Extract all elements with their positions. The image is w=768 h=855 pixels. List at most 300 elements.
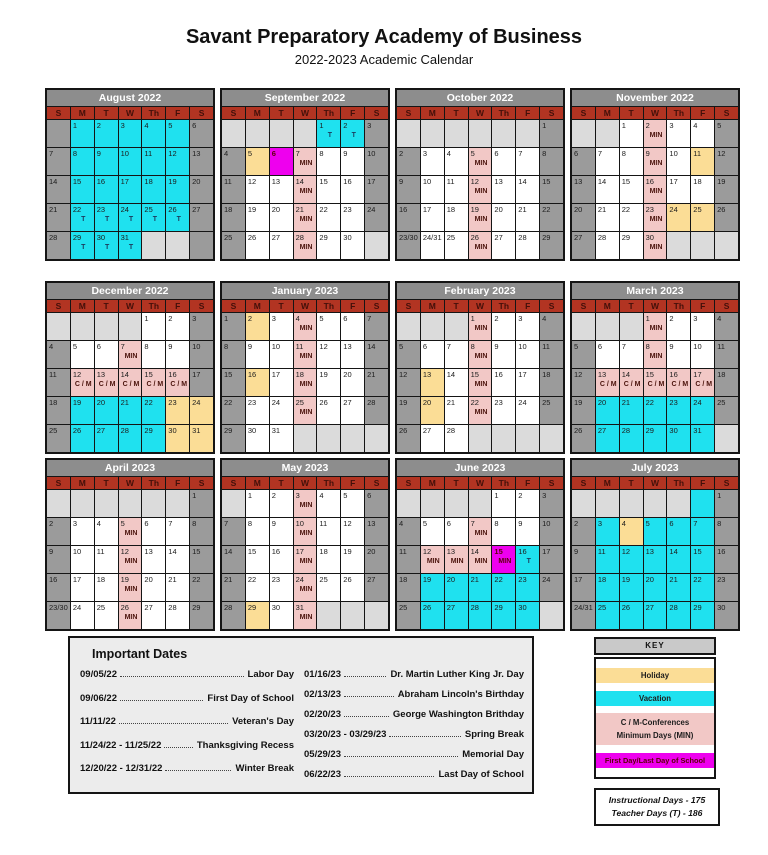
day-cell	[222, 518, 245, 545]
day-cell	[294, 204, 317, 231]
day-cell	[47, 397, 70, 424]
day-number: 31	[295, 603, 304, 612]
day-number: 2	[669, 314, 674, 323]
day-number: 20	[367, 547, 376, 556]
day-cell	[469, 397, 492, 424]
day-cell	[691, 397, 714, 424]
month-title: February 2023	[397, 283, 563, 300]
day-number: 4	[319, 491, 324, 500]
day-cell	[516, 602, 539, 629]
day-tag: MIN	[649, 353, 663, 360]
day-cell	[572, 148, 595, 175]
day-cell	[421, 490, 444, 517]
day-number: 15	[144, 370, 153, 379]
day-number: 8	[717, 519, 722, 528]
day-cell	[620, 120, 643, 147]
day-number: 21	[49, 205, 58, 214]
day-number: 3	[120, 121, 125, 130]
day-number: 27	[96, 426, 106, 435]
day-cell	[270, 397, 293, 424]
day-number: 8	[645, 342, 650, 351]
day-number: 22	[224, 398, 233, 407]
day-cell	[142, 120, 165, 147]
weekday-header: T	[95, 300, 118, 312]
day-number: 9	[574, 547, 579, 556]
day-number: 10	[295, 519, 304, 528]
day-number: 8	[224, 342, 229, 351]
day-number: 5	[343, 491, 348, 500]
day-cell	[317, 574, 340, 601]
day-number: 6	[494, 149, 499, 158]
day-number: 5	[399, 342, 404, 351]
day-cell	[270, 546, 293, 573]
day-cell	[71, 425, 94, 452]
day-number: 28	[597, 233, 607, 242]
day-cell	[397, 313, 420, 340]
day-number: 29	[494, 603, 503, 612]
instructional-days-count: Instructional Days - 175	[608, 795, 706, 805]
day-number: 27	[645, 603, 654, 612]
day-tag: T	[152, 216, 157, 223]
day-number: 26	[72, 426, 82, 435]
day-tag: MIN	[474, 558, 488, 565]
day-cell	[572, 518, 595, 545]
dotted-leader	[165, 770, 231, 771]
day-number: 24	[669, 205, 678, 214]
day-cell	[341, 490, 364, 517]
day-cell	[469, 176, 492, 203]
day-number: 30	[645, 233, 654, 242]
day-number: 2	[574, 519, 579, 528]
weekday-header: W	[294, 300, 317, 312]
day-cell	[445, 490, 468, 517]
day-cell	[119, 397, 142, 424]
day-cell	[691, 518, 714, 545]
dotted-leader	[344, 756, 458, 757]
day-number: 22	[144, 398, 153, 407]
day-number: 21	[367, 370, 376, 379]
day-number: 13	[271, 177, 281, 186]
day-cell	[95, 425, 118, 452]
day-number: 25	[144, 205, 153, 214]
day-cell	[540, 341, 563, 368]
day-cell	[715, 546, 738, 573]
day-number: 13	[367, 519, 376, 528]
weekday-header: S	[47, 300, 70, 312]
day-cell	[469, 148, 492, 175]
day-cell	[421, 204, 444, 231]
day-number: 17	[669, 177, 678, 186]
day-cell	[317, 546, 340, 573]
day-tag: T	[526, 558, 531, 565]
day-tag: T	[104, 244, 110, 251]
day-number: 19	[574, 398, 583, 407]
day-number: 20	[192, 177, 201, 186]
day-cell	[246, 574, 269, 601]
day-number: 16	[343, 177, 352, 186]
day-number: 3	[693, 314, 698, 323]
day-number: 3	[518, 314, 523, 323]
day-number: 14	[120, 370, 129, 379]
day-number: 18	[144, 177, 153, 186]
weekday-header: T	[445, 107, 468, 119]
day-cell	[166, 176, 189, 203]
day-tag: MIN	[474, 188, 488, 195]
day-number: 27	[446, 603, 456, 612]
day-cell	[365, 232, 388, 259]
day-tag: MIN	[124, 530, 138, 537]
day-number: 28	[518, 233, 527, 242]
day-number: 22	[192, 575, 201, 584]
page-subtitle: 2022-2023 Academic Calendar	[294, 52, 474, 67]
day-number: 18	[96, 575, 106, 584]
day-cell	[142, 369, 165, 396]
important-date-value: 09/05/22	[80, 669, 117, 680]
day-number: 11	[597, 547, 606, 556]
day-cell	[71, 490, 94, 517]
day-tag: MIN	[474, 530, 488, 537]
day-number: 25	[542, 398, 551, 407]
day-cell	[95, 490, 118, 517]
dotted-leader	[344, 676, 386, 677]
day-cell	[492, 546, 515, 573]
day-number: 2	[399, 149, 404, 158]
day-number: 2	[168, 314, 173, 323]
day-number: 10	[693, 342, 702, 351]
day-cell	[691, 232, 714, 259]
day-number: 6	[343, 314, 348, 323]
day-number: 23	[518, 575, 527, 584]
day-number: 16	[49, 575, 58, 584]
important-date-value: 11/24/22 - 11/25/22	[80, 739, 162, 751]
day-cell	[445, 313, 468, 340]
day-cell	[572, 369, 595, 396]
weekday-header: T	[620, 107, 643, 119]
day-cell	[620, 546, 643, 573]
day-cell	[469, 120, 492, 147]
weekday-header: M	[71, 300, 94, 312]
day-cell	[691, 602, 714, 629]
weekday-header: S	[572, 300, 595, 312]
month-calendar	[45, 281, 215, 454]
weekday-header: Th	[317, 477, 340, 489]
day-cell	[572, 425, 595, 452]
day-cell	[190, 176, 213, 203]
important-date-label: Memorial Day	[462, 749, 524, 760]
day-number: 24/31	[422, 233, 442, 242]
day-cell	[246, 204, 269, 231]
page-title: Savant Preparatory Academy of Business	[185, 26, 583, 48]
day-number: 16	[645, 177, 654, 186]
day-cell	[397, 425, 420, 452]
day-cell	[294, 602, 317, 629]
weekday-header: W	[294, 477, 317, 489]
day-number: 6	[422, 342, 428, 351]
weekday-header: Th	[492, 300, 515, 312]
day-tag: C / M	[98, 381, 116, 388]
day-cell	[190, 518, 213, 545]
month-title: March 2023	[572, 283, 738, 300]
day-cell	[95, 397, 118, 424]
day-cell	[715, 120, 738, 147]
day-cell	[691, 204, 714, 231]
day-number: 14	[168, 547, 177, 556]
day-cell	[142, 574, 165, 601]
day-number: 9	[247, 342, 253, 351]
weekday-header: M	[421, 107, 444, 119]
day-number: 10	[120, 149, 129, 158]
day-number: 6	[669, 519, 674, 528]
day-number: 9	[271, 519, 276, 528]
day-cell	[222, 574, 245, 601]
weekday-header: S	[715, 107, 738, 119]
day-tag: T	[128, 244, 134, 251]
important-date-value: 09/06/22	[80, 692, 117, 704]
day-cell	[71, 120, 94, 147]
day-cell	[421, 176, 444, 203]
day-cell	[572, 602, 595, 629]
day-cell	[572, 120, 595, 147]
day-number: 14	[295, 177, 304, 186]
day-cell	[596, 148, 619, 175]
day-cell	[596, 120, 619, 147]
day-cell	[469, 369, 492, 396]
day-cell	[620, 490, 643, 517]
day-cell	[270, 574, 293, 601]
month-grid	[397, 300, 563, 452]
day-cell	[222, 313, 245, 340]
day-tag: MIN	[299, 586, 313, 593]
day-cell	[119, 602, 142, 629]
day-cell	[317, 341, 340, 368]
day-cell	[71, 369, 94, 396]
day-number: 5	[645, 519, 650, 528]
day-number: 23/30	[49, 603, 68, 612]
key-header	[594, 637, 716, 655]
day-cell	[620, 148, 643, 175]
weekday-header: F	[691, 107, 714, 119]
day-cell	[294, 369, 317, 396]
important-date-value: 02/20/23	[304, 709, 341, 720]
day-number: 19	[168, 177, 177, 186]
day-cell	[572, 313, 595, 340]
day-cell	[190, 148, 213, 175]
day-number: 29	[621, 233, 631, 242]
day-number: 27	[494, 233, 503, 242]
day-cell	[715, 369, 738, 396]
day-cell	[47, 204, 70, 231]
day-cell	[572, 546, 595, 573]
day-cell	[397, 369, 420, 396]
day-number: 17	[693, 370, 702, 379]
day-number: 25	[49, 426, 58, 435]
day-cell	[667, 148, 690, 175]
day-cell	[341, 341, 364, 368]
day-cell	[572, 176, 595, 203]
important-date-label: Spring Break	[464, 729, 524, 740]
day-cell	[294, 313, 317, 340]
month-title: May 2023	[222, 460, 388, 477]
day-number: 28	[295, 233, 304, 242]
day-number: 13	[645, 547, 654, 556]
day-number: 30	[247, 426, 257, 435]
day-cell	[715, 397, 738, 424]
day-cell	[397, 574, 420, 601]
day-cell	[294, 490, 317, 517]
day-number: 18	[693, 177, 702, 186]
day-tag: MIN	[299, 353, 313, 360]
month-grid	[572, 107, 738, 259]
day-cell	[421, 232, 444, 259]
day-number: 7	[693, 519, 698, 528]
day-number: 1	[144, 314, 149, 323]
day-number: 4	[295, 314, 300, 323]
day-cell	[341, 120, 364, 147]
weekday-header: S	[222, 300, 245, 312]
day-cell	[142, 176, 165, 203]
month-title: September 2022	[222, 90, 388, 107]
day-cell	[540, 313, 563, 340]
day-number: 27	[192, 205, 201, 214]
weekday-header: S	[365, 107, 388, 119]
day-number: 7	[224, 519, 229, 528]
day-number: 14	[49, 177, 58, 186]
day-cell	[620, 369, 643, 396]
day-number: 21	[518, 205, 527, 214]
day-number: 24	[192, 398, 201, 407]
day-number: 10	[72, 547, 82, 556]
day-number: 17	[518, 370, 527, 379]
day-cell	[47, 232, 70, 259]
day-number: 11	[224, 177, 232, 186]
day-number: 20	[574, 205, 583, 214]
day-number: 19	[470, 205, 479, 214]
day-number: 23	[669, 398, 678, 407]
day-cell	[469, 546, 492, 573]
day-tag: MIN	[299, 558, 313, 565]
day-number: 24	[518, 398, 527, 407]
day-number: 22	[621, 205, 631, 214]
dotted-leader	[120, 700, 203, 701]
day-number: 30	[717, 603, 726, 612]
weekday-header: W	[644, 477, 667, 489]
important-date-row	[304, 749, 524, 760]
day-number: 10	[669, 149, 678, 158]
day-tag: MIN	[299, 160, 313, 167]
day-number: 5	[120, 519, 125, 528]
day-number: 26	[399, 426, 408, 435]
day-cell	[397, 490, 420, 517]
day-cell	[445, 369, 468, 396]
day-number: 17	[271, 370, 281, 379]
day-cell	[246, 397, 269, 424]
day-cell	[47, 148, 70, 175]
day-number: 21	[597, 205, 607, 214]
month-title: November 2022	[572, 90, 738, 107]
day-tag: MIN	[474, 216, 488, 223]
day-number: 13	[192, 149, 201, 158]
weekday-header: F	[691, 300, 714, 312]
day-number: 5	[72, 342, 78, 351]
day-cell	[365, 397, 388, 424]
day-number: 24	[367, 205, 376, 214]
day-cell	[644, 518, 667, 545]
day-number: 28	[49, 233, 58, 242]
day-number: 19	[621, 575, 631, 584]
day-cell	[317, 369, 340, 396]
important-date-row	[80, 693, 294, 704]
day-tag: C / M	[695, 381, 713, 388]
day-number: 9	[494, 342, 499, 351]
day-number: 3	[669, 121, 674, 130]
day-cell	[341, 176, 364, 203]
day-number: 10	[367, 149, 376, 158]
day-cell	[715, 490, 738, 517]
day-cell	[142, 148, 165, 175]
day-cell	[516, 204, 539, 231]
day-cell	[47, 490, 70, 517]
day-cell	[341, 397, 364, 424]
day-cell	[667, 313, 690, 340]
day-cell	[95, 176, 118, 203]
day-cell	[469, 574, 492, 601]
day-number: 11	[96, 547, 105, 556]
day-cell	[166, 490, 189, 517]
weekday-header: S	[190, 477, 213, 489]
month-calendar	[220, 281, 390, 454]
important-date-label: Thanksgiving Recess	[196, 739, 294, 751]
month-grid	[222, 300, 388, 452]
day-cell	[95, 602, 118, 629]
day-cell	[644, 120, 667, 147]
day-number: 20	[343, 370, 352, 379]
day-cell	[71, 546, 94, 573]
weekday-header: S	[572, 477, 595, 489]
day-number: 1	[319, 121, 324, 130]
day-number: 12	[621, 547, 631, 556]
day-cell	[492, 602, 515, 629]
day-cell	[516, 176, 539, 203]
day-number: 19	[717, 177, 726, 186]
month-calendar	[570, 88, 740, 261]
day-number: 2	[343, 121, 348, 130]
day-number: 4	[144, 121, 149, 130]
day-cell	[317, 490, 340, 517]
weekday-header: F	[166, 300, 189, 312]
day-number: 14	[446, 370, 456, 379]
day-number: 26	[621, 603, 631, 612]
day-number: 23	[96, 205, 106, 214]
month-calendar	[45, 88, 215, 261]
important-date-value: 12/20/22 - 12/31/22	[80, 763, 163, 774]
day-cell	[715, 425, 738, 452]
day-cell	[142, 204, 165, 231]
day-cell	[540, 490, 563, 517]
weekday-header: Th	[142, 107, 165, 119]
day-cell	[644, 602, 667, 629]
day-cell	[365, 120, 388, 147]
day-cell	[294, 518, 317, 545]
day-cell	[270, 490, 293, 517]
day-cell	[341, 546, 364, 573]
day-number: 31	[693, 426, 702, 435]
day-cell	[190, 546, 213, 573]
day-number: 5	[574, 342, 579, 351]
day-cell	[71, 176, 94, 203]
key-entry-conferences-minimum-days	[596, 713, 714, 746]
day-cell	[294, 176, 317, 203]
day-cell	[166, 518, 189, 545]
